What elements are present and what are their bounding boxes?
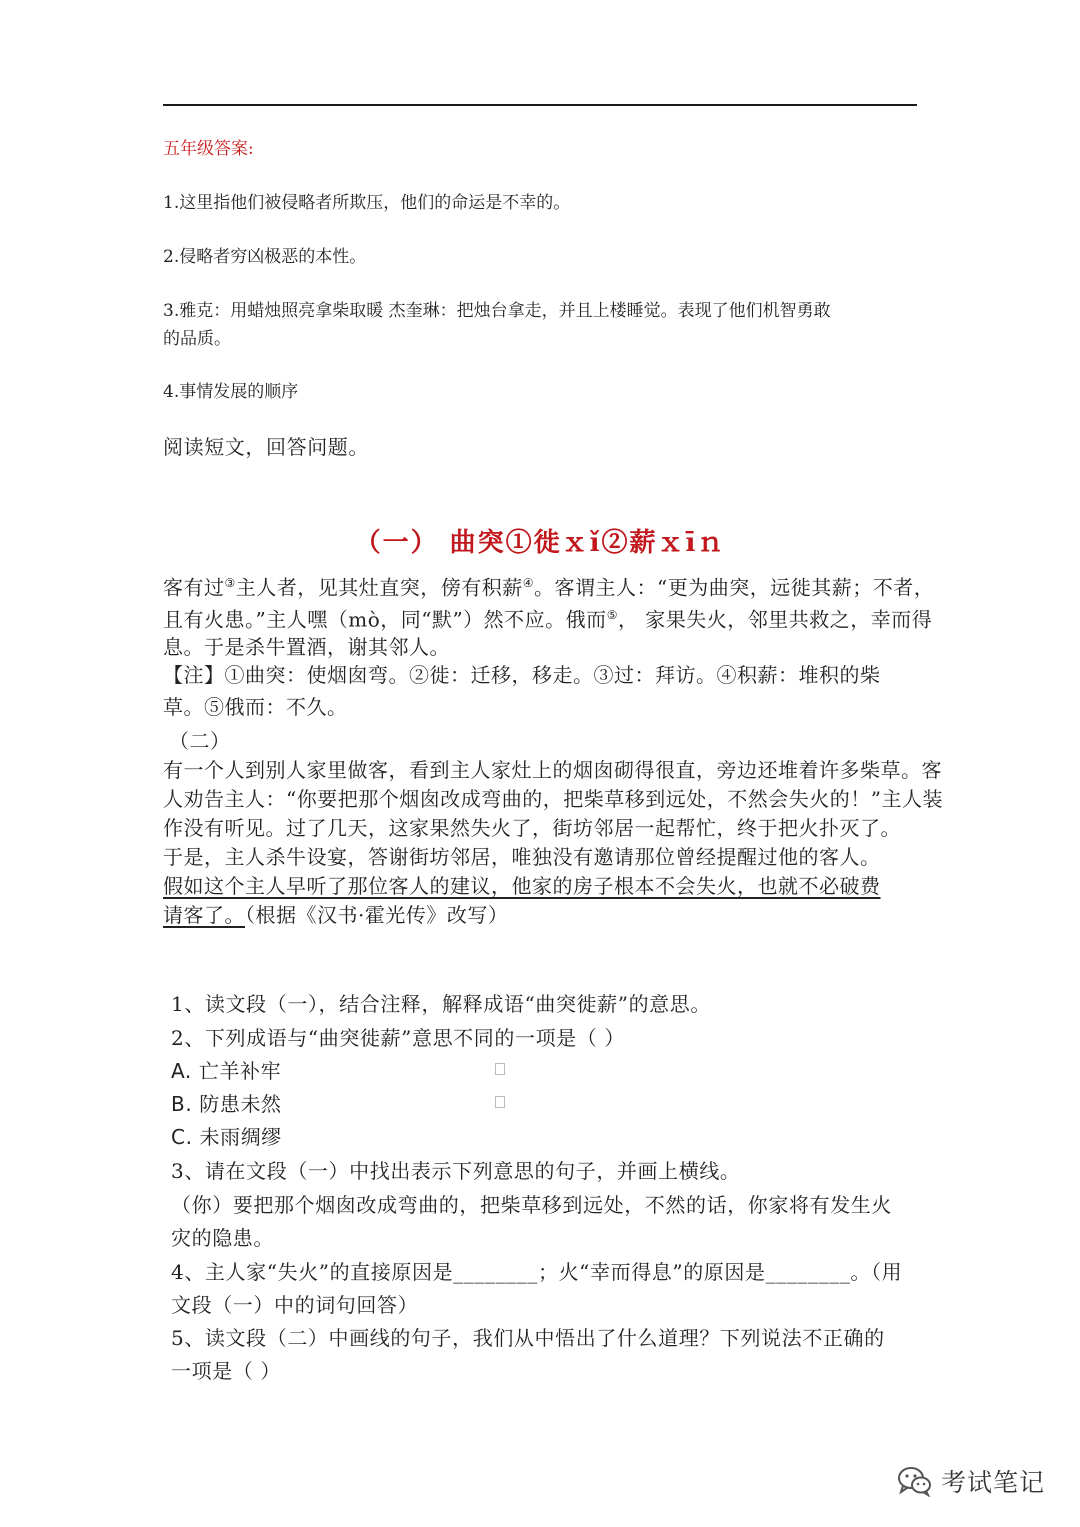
placeholder-box-icon [495, 1063, 505, 1075]
section-title: （一） 曲突①徙ｘǐ②薪ｘīｎ [354, 528, 726, 558]
passage-two-line-6: 请客了。（根据《汉书·霍光传》改写） [163, 903, 509, 927]
answers-heading: 五年级答案: [163, 139, 254, 159]
answer-4: 4.事情发展的顺序 [163, 382, 299, 402]
answer-2: 2.侵略者穷凶极恶的本性。 [163, 247, 367, 267]
question-5-line-2: 一项是（ ） [171, 1359, 281, 1383]
question-3-line-2: （你）要把那个烟囱改成弯曲的，把柴草移到远处，不然的话，你家将有发生火 [171, 1193, 892, 1217]
reading-instruction: 阅读短文，回答问题。 [163, 435, 369, 459]
underlined-sentence-end: 请客了。 [163, 903, 245, 927]
notes-line-2: 草。⑤俄而：不久。 [163, 695, 348, 719]
passage-two [163, 726, 943, 930]
passage-one-line-3: 息。于是杀牛置酒，谢其邻人。 [163, 635, 450, 659]
top-divider [163, 104, 917, 106]
passage-one [163, 567, 935, 663]
passage-two-line-3: 作没有听见。过了几天，这家果然失火了，街坊邻居一起帮忙，终于把火扑灭了。 [163, 816, 901, 840]
passage-two-line-5: 假如这个主人早听了那位客人的建议，他家的房子根本不会失火，也就不必破费 [163, 874, 881, 898]
question-3: 3、请在文段（一）中找出表示下列意思的句子，并画上横线。 [171, 1159, 741, 1183]
placeholder-box-icon [495, 1096, 505, 1108]
question-4: 4、主人家“失火”的直接原因是________；火“幸而得息”的原因是________。（用 [171, 1260, 903, 1284]
wechat-icon [897, 1465, 933, 1497]
option-b: B. 防患未然 [171, 1092, 282, 1116]
question-2: 2、下列成语与“曲突徙薪”意思不同的一项是（ ） [171, 1026, 625, 1050]
notes-line-1: 【注】①曲突：使烟囱弯。②徙：迁移，移走。③过：拜访。④积薪：堆积的柴 [163, 663, 881, 687]
watermark [897, 1461, 1045, 1501]
notes [163, 659, 923, 723]
passage-two-line-4: 于是，主人杀牛设宴，答谢街坊邻居，唯独没有邀请那位曾经提醒过他的客人。 [163, 845, 881, 869]
passage-two-line-2: 人劝告主人：“你要把那个烟囱改成弯曲的，把柴草移到远处，不然会失火的！”主人装 [163, 787, 943, 811]
option-c: C. 未雨绸缪 [171, 1125, 282, 1149]
question-5: 5、读文段（二）中画线的句子，我们从中悟出了什么道理？下列说法不正确的 [171, 1326, 885, 1350]
answer-1: 1.这里指他们被侵略者所欺压，他们的命运是不幸的。 [163, 193, 571, 213]
question-4-line-2: 文段（一）中的词句回答） [171, 1293, 419, 1317]
passage-two-line-1: 有一个人到别人家里做客，看到主人家灶上的烟囱砌得很直，旁边还堆着许多柴草。客 [163, 758, 942, 782]
question-3-line-3: 灾的隐患。 [171, 1226, 274, 1250]
question-1: 1、读文段（一），结合注释，解释成语“曲突徙薪”的意思。 [171, 992, 711, 1016]
passage-one-line-1: 客有过③主人者，见其灶直突，傍有积薪④。客谓主人：“更为曲突，远徙其薪；不者， [163, 575, 935, 600]
answer-3: 3.雅克：用蜡烛照亮拿柴取暖 杰奎琳：把烛台拿走，并且上楼睡觉。表现了他们机智勇敢 [163, 301, 831, 321]
passage-two-label: （二） [169, 729, 231, 753]
answer-3-continued: 的品质。 [163, 329, 231, 349]
watermark-text: 考试笔记 [941, 1468, 1046, 1497]
passage-one-line-2: 且有火患。”主人嘿（mò，同“默”）然不应。俄而⑤， 家果失火，邻里共救之，幸而得 [163, 607, 933, 632]
option-a: A. 亡羊补牢 [171, 1059, 282, 1083]
